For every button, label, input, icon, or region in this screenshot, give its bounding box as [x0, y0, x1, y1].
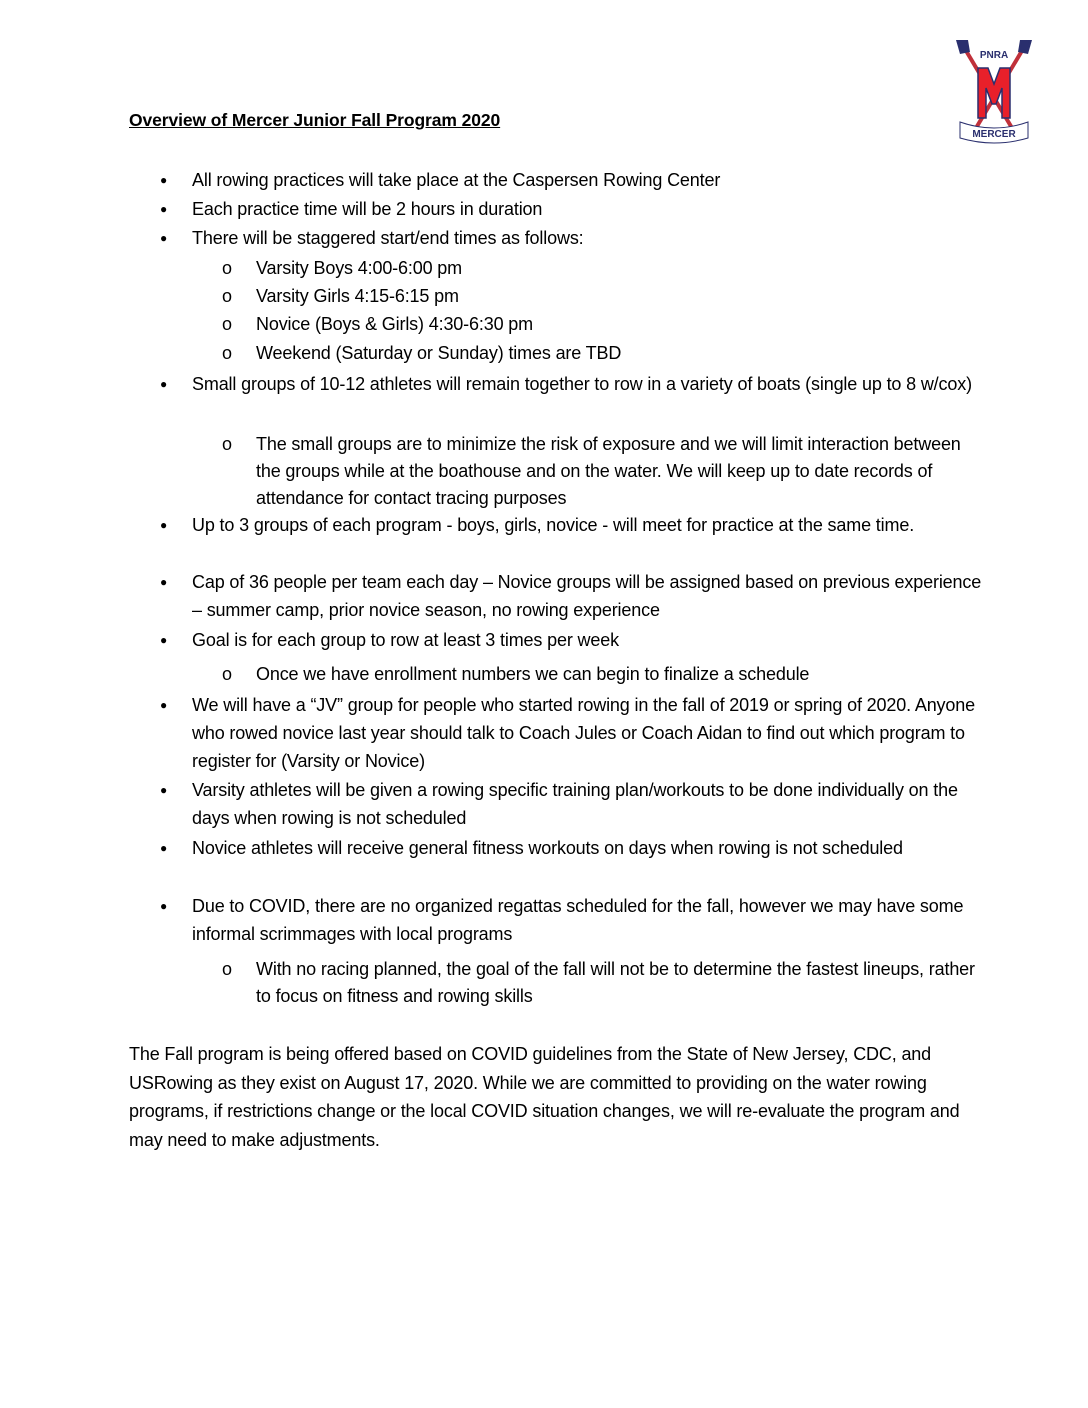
- list-item: We will have a “JV” group for people who started rowing in the fall of 2019 or spring of 2020. Anyone who rowed novice last year should talk to Coach Jules or Coach Aidan to find out which program to register for (Varsity or Novice): [192, 695, 975, 771]
- sub-bullet-icon: o: [222, 434, 233, 454]
- bullet-icon: ●: [160, 698, 168, 712]
- list-item: Goal is for each group to row at least 3 times per week: [192, 630, 619, 650]
- bullet-icon: ●: [160, 173, 168, 187]
- logo-bottom-text: MERCER: [972, 129, 1016, 140]
- sub-bullet-icon: o: [222, 286, 233, 306]
- logo-m-letter: [978, 68, 1010, 118]
- bullet-icon: ●: [160, 841, 168, 855]
- list-item: Cap of 36 people per team each day – Novice groups will be assigned based on previous experience – summer camp, prior novice season, no rowing experience: [192, 572, 982, 620]
- bullet-icon: ●: [160, 899, 168, 913]
- sub-list-item: Varsity Boys 4:00-6:00 pm: [256, 258, 463, 278]
- bullet-icon: ●: [160, 783, 168, 797]
- sub-list-item: With no racing planned, the goal of the fall will not be to determine the fastest lineups, rather to focus on fitness and rowing skills: [256, 959, 975, 1006]
- bullet-icon: ●: [160, 231, 168, 245]
- sub-list-item: Varsity Girls 4:15-6:15 pm: [256, 286, 459, 306]
- pnra-mercer-logo: [954, 38, 1034, 144]
- sub-list-item: Once we have enrollment numbers we can begin to finalize a schedule: [256, 664, 810, 684]
- list-item: Due to COVID, there are no organized regattas scheduled for the fall, however we may have some informal scrimmages with local programs: [192, 896, 964, 944]
- list-item: There will be staggered start/end times as follows:: [192, 228, 584, 248]
- bullet-icon: ●: [160, 518, 168, 532]
- list-item: Varsity athletes will be given a rowing specific training plan/workouts to be done individually on the days when rowing is not scheduled: [192, 780, 958, 828]
- list-item: Small groups of 10-12 athletes will remain together to row in a variety of boats (single up to 8 w/cox): [192, 374, 972, 394]
- sub-bullet-icon: o: [222, 664, 233, 684]
- sub-list-item: Novice (Boys & Girls) 4:30-6:30 pm: [256, 314, 533, 334]
- list-item: All rowing practices will take place at the Caspersen Rowing Center: [192, 170, 721, 190]
- bullet-icon: ●: [160, 575, 168, 589]
- document-title: Overview of Mercer Junior Fall Program 2020: [129, 110, 501, 130]
- sub-bullet-icon: o: [222, 959, 233, 979]
- closing-paragraph: The Fall program is being offered based on COVID guidelines from the State of New Jersey, CDC, and USRowing as they exist on August 17, 2020. While we are committed to providing on the water rowing programs, if restrictions change or the local COVID situation changes, we will re-evaluate the program and may need to make adjustments.: [129, 1044, 960, 1150]
- list-item: Novice athletes will receive general fitness workouts on days when rowing is not scheduled: [192, 838, 903, 858]
- list-item: Each practice time will be 2 hours in duration: [192, 199, 543, 219]
- logo-top-text: PNRA: [979, 50, 1009, 61]
- sub-list-item: Weekend (Saturday or Sunday) times are TBD: [256, 343, 622, 363]
- bullet-icon: ●: [160, 202, 168, 216]
- list-item: Up to 3 groups of each program - boys, girls, novice - will meet for practice at the same time.: [192, 515, 915, 535]
- sub-bullet-icon: o: [222, 258, 233, 278]
- sub-list-item: The small groups are to minimize the risk of exposure and we will limit interaction between the groups while at the boathouse and on the water. We will keep up to date records of attendance for contact tracing purposes: [256, 434, 961, 508]
- sub-bullet-icon: o: [222, 343, 233, 363]
- sub-bullet-icon: o: [222, 314, 233, 334]
- bullet-icon: ●: [160, 377, 168, 391]
- bullet-icon: ●: [160, 633, 168, 647]
